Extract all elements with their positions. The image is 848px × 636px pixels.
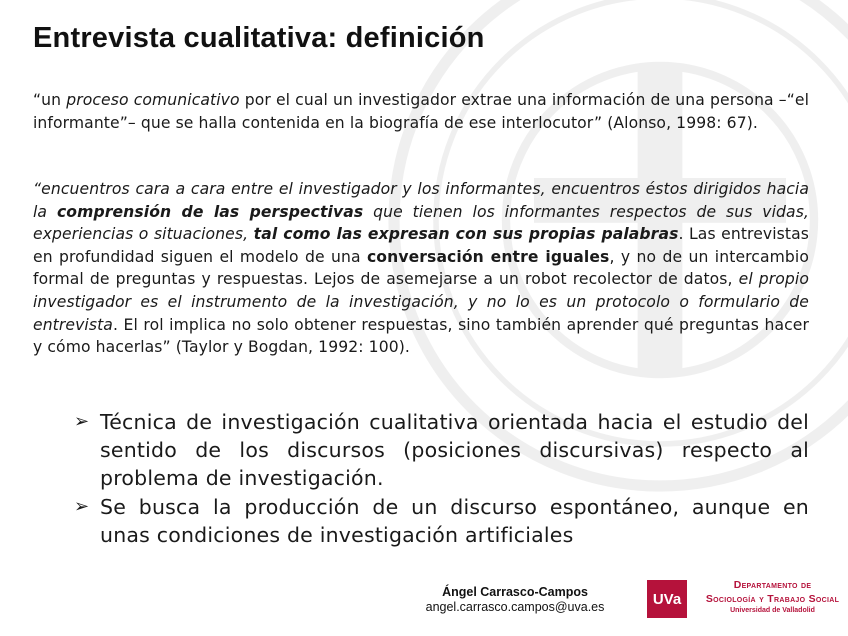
author-name: Ángel Carrasco-Campos [442,585,588,599]
uva-logo: UVa [647,580,687,618]
department-logo [700,578,845,614]
department-line-3: Universidad de Valladolid [730,607,815,614]
quote-alonso: “un proceso comunicativo por el cual un investigador extrae una información de una persona –“el informante”– que se halla contenida en la biografía de ese interlocutor” (Alonso, 1998: 67). [33,91,809,132]
slide-title: Entrevista cualitativa: definición [33,22,485,54]
department-line-2: Sociología y Trabajo Social [705,593,840,605]
arrow-bullet-icon: ➢ [74,411,90,432]
bullet-item [74,493,809,549]
bullet-text: Técnica de investigación cualitativa orientada hacia el estudio del sentido de los discursos (posiciones discursivas) respecto al problema de investigación. [100,410,809,490]
bullet-text: Se busca la producción de un discurso espontáneo, aunque en unas condiciones de investigación artificiales [100,495,809,547]
arrow-bullet-icon: ➢ [74,496,90,517]
author-block [400,585,630,614]
bullet-list [74,408,809,550]
author-email: angel.carrasco.campos@uva.es [425,600,605,614]
department-line-1: Departamento de [733,579,812,591]
quote-taylor-bogdan: “encuentros cara a cara entre el investigador y los informantes, encuentros éstos dirigidos hacia la comprensión de las perspectivas que tienen los informantes respectos de sus vidas, experiencias o situaciones, tal como las expresan con sus propias palabras. Las entrevistas en profundidad siguen el modelo de una conversación entre iguales, y no de un intercambio formal de preguntas y respuestas. Lejos de asemejarse a un robot recolector de datos, el propio investigador es el instrumento de la investigación, y no lo es un protocolo o formulario de entrevista. El rol implica no solo obtener respuestas, sino también aprender qué preguntas hacer y cómo hacerlas” (Taylor y Bogdan, 1992: 100). [33,180,809,357]
bullet-item [74,408,809,492]
